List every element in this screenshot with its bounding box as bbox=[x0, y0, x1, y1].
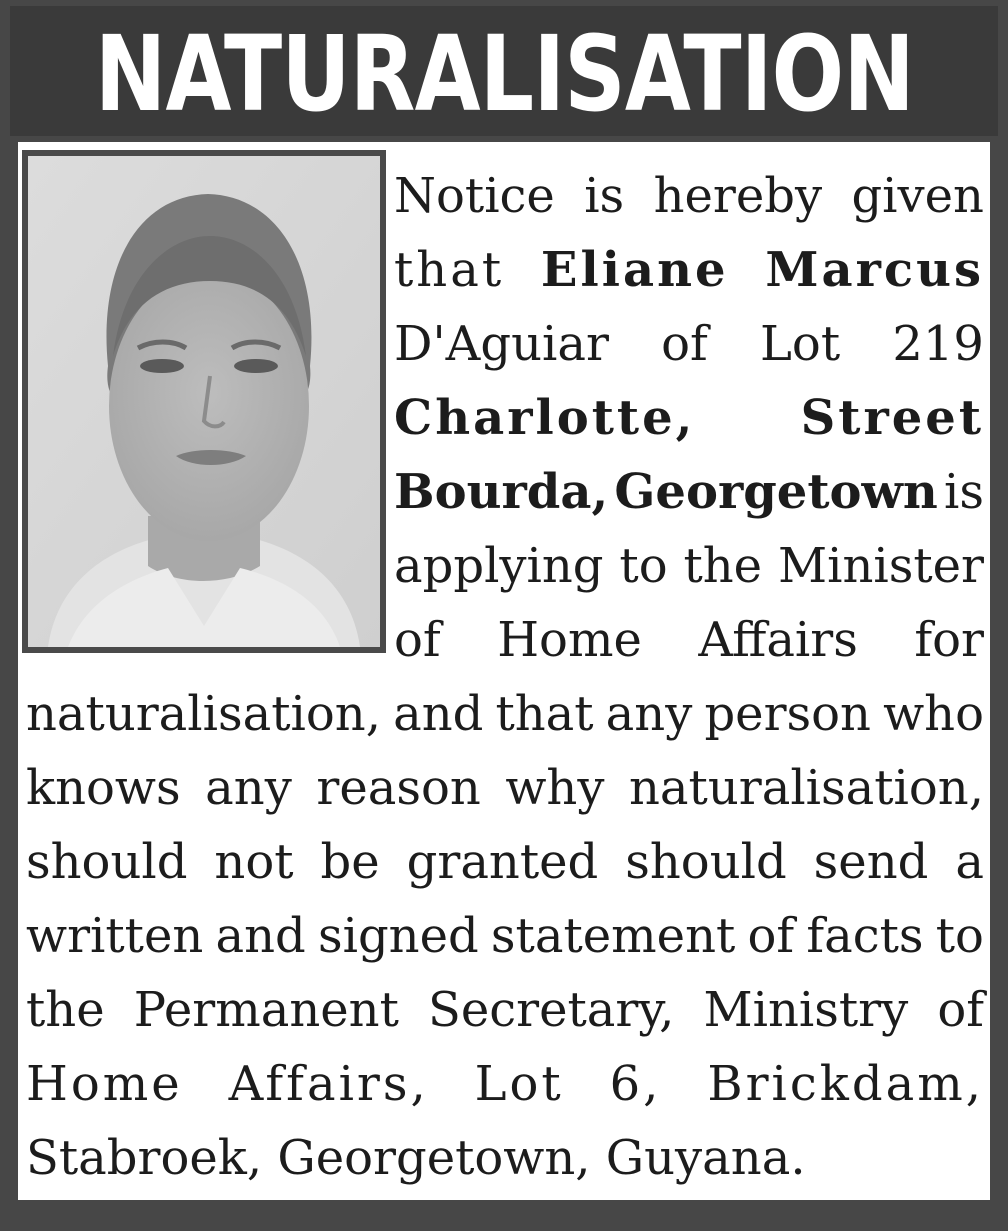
notice-word: should bbox=[26, 834, 188, 890]
notice-word: and bbox=[215, 908, 306, 964]
notice-word: reason bbox=[316, 760, 481, 816]
notice-word: not bbox=[214, 834, 294, 890]
notice-title: NATURALISATION bbox=[94, 13, 914, 135]
notice-header bbox=[10, 6, 998, 136]
notice-word: Minister bbox=[777, 538, 984, 594]
notice-line-1 bbox=[394, 168, 984, 224]
notice-line-12 bbox=[26, 982, 984, 1038]
notice-word: written bbox=[26, 908, 204, 964]
notice-word: knows bbox=[26, 760, 181, 816]
notice-word: Brickdam, bbox=[707, 1056, 984, 1112]
address-part: Bourda, bbox=[394, 464, 609, 520]
applicant-name-part: Marcus bbox=[765, 242, 984, 298]
notice-word: the bbox=[683, 538, 763, 594]
notice-word: Affairs, bbox=[228, 1056, 429, 1112]
notice-word: a bbox=[955, 834, 984, 890]
notice-word: send bbox=[813, 834, 929, 890]
notice-word: signed bbox=[317, 908, 479, 964]
notice-line-2 bbox=[394, 242, 984, 298]
notice-word: of bbox=[937, 982, 984, 1038]
notice-word: to bbox=[619, 538, 668, 594]
notice-word: is bbox=[584, 168, 625, 224]
notice-word: naturalisation, bbox=[26, 686, 381, 742]
notice-line-13 bbox=[26, 1056, 984, 1112]
notice-word: to bbox=[935, 908, 984, 964]
notice-word: for bbox=[914, 612, 984, 668]
notice-word: why bbox=[505, 760, 605, 816]
notice-word: of bbox=[394, 612, 441, 668]
notice-line-9 bbox=[26, 760, 984, 816]
notice-word: Permanent bbox=[133, 982, 399, 1038]
notice-word: given bbox=[851, 168, 984, 224]
address-part: Street bbox=[800, 390, 984, 446]
notice-word: who bbox=[883, 686, 984, 742]
notice-word: the bbox=[26, 982, 105, 1038]
applicant-name-part: Eliane bbox=[540, 242, 729, 298]
notice-word: Home bbox=[26, 1056, 183, 1112]
notice-word: naturalisation, bbox=[629, 760, 984, 816]
notice-line-8 bbox=[26, 686, 984, 742]
applicant-name-part: D'Aguiar bbox=[394, 316, 609, 372]
notice-line-14 bbox=[26, 1130, 984, 1186]
notice-line-7 bbox=[394, 612, 984, 668]
notice-word: Lot bbox=[760, 316, 841, 372]
notice-word: that bbox=[495, 686, 594, 742]
address-part: Georgetown bbox=[614, 464, 938, 520]
notice-word: statement bbox=[490, 908, 736, 964]
notice-word: Home bbox=[497, 612, 642, 668]
notice-word: Affairs bbox=[698, 612, 858, 668]
notice-line-11 bbox=[26, 908, 984, 964]
notice-word: 6, bbox=[609, 1056, 662, 1112]
notice-line-4 bbox=[394, 390, 984, 446]
notice-body bbox=[18, 142, 990, 1200]
notice-closing-address: Stabroek, Georgetown, Guyana. bbox=[26, 1130, 806, 1186]
portrait-photo-icon bbox=[28, 156, 380, 647]
notice-word: of bbox=[661, 316, 708, 372]
notice-word: applying bbox=[394, 538, 604, 594]
notice-word: of bbox=[747, 908, 795, 964]
notice-word: any bbox=[205, 760, 292, 816]
notice-word: is bbox=[944, 464, 984, 520]
notice-word: 219 bbox=[892, 316, 984, 372]
notice-word: facts bbox=[806, 908, 924, 964]
notice-word: that bbox=[394, 242, 505, 298]
notice-word: should bbox=[625, 834, 787, 890]
notice-word: Notice bbox=[394, 168, 555, 224]
notice-word: and bbox=[393, 686, 484, 742]
notice-word: granted bbox=[406, 834, 599, 890]
applicant-photo bbox=[22, 150, 386, 653]
notice-line-3 bbox=[394, 316, 984, 372]
notice-line-6 bbox=[394, 538, 984, 594]
notice-line-10 bbox=[26, 834, 984, 890]
address-part: Charlotte, bbox=[394, 390, 696, 446]
notice-word: any bbox=[605, 686, 693, 742]
notice-word: person bbox=[704, 686, 871, 742]
notice-word: be bbox=[320, 834, 380, 890]
notice-word: Lot bbox=[474, 1056, 564, 1112]
notice-word: hereby bbox=[653, 168, 823, 224]
notice-word: Ministry bbox=[703, 982, 909, 1038]
notice-word: Secretary, bbox=[427, 982, 675, 1038]
notice-line-5 bbox=[394, 464, 984, 520]
